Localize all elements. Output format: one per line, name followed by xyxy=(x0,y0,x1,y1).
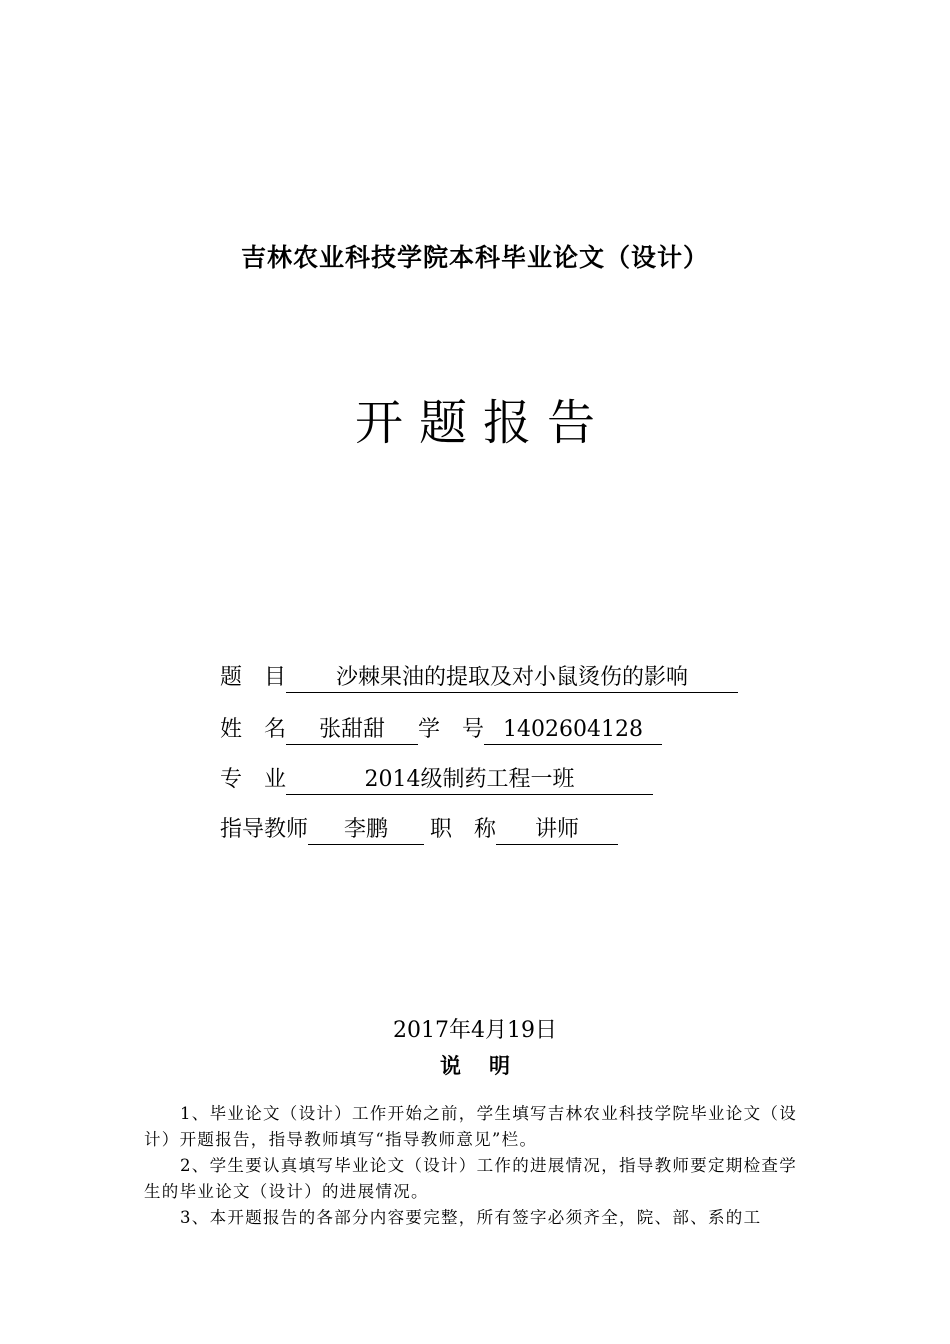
note-item-1: 1、毕业论文（设计）工作开始之前，学生填写吉林农业科技学院毕业论文（设计）开题报告，指导教师填写“指导教师意见”栏。 xyxy=(144,1104,797,1149)
student-id-value: 1402604128 xyxy=(484,716,662,745)
school-title: 吉林农业科技学院本科毕业论文（设计） xyxy=(240,243,709,272)
major-row xyxy=(220,766,653,795)
student-id-label: 学 号 xyxy=(418,717,485,742)
advisor-value: 李鹏 xyxy=(308,816,424,845)
major-value: 2014级制药工程一班 xyxy=(286,766,653,795)
topic-row xyxy=(220,664,738,693)
title-label: 职 称 xyxy=(430,817,497,842)
report-title: 开题报告 xyxy=(354,395,611,451)
topic-value: 沙棘果油的提取及对小鼠烫伤的影响 xyxy=(286,664,738,693)
title-value: 讲师 xyxy=(496,816,618,845)
advisor-label: 指导教师 xyxy=(220,817,309,842)
topic-label: 题 目 xyxy=(220,665,287,690)
major-label: 专 业 xyxy=(220,767,287,792)
report-date: 2017年4月19日 xyxy=(393,1018,557,1043)
note-item-2: 2、学生要认真填写毕业论文（设计）工作的进展情况，指导教师要定期检查学生的毕业论文（设计）的进展情况。 xyxy=(144,1156,797,1201)
note-item-3: 3、本开题报告的各部分内容要完整，所有签字必须齐全，院、部、系的工 xyxy=(180,1208,762,1227)
notes-heading: 说明 xyxy=(440,1054,538,1078)
name-value: 张甜甜 xyxy=(286,716,418,745)
name-row xyxy=(220,716,662,745)
name-label: 姓 名 xyxy=(220,717,287,742)
advisor-row xyxy=(220,816,618,845)
